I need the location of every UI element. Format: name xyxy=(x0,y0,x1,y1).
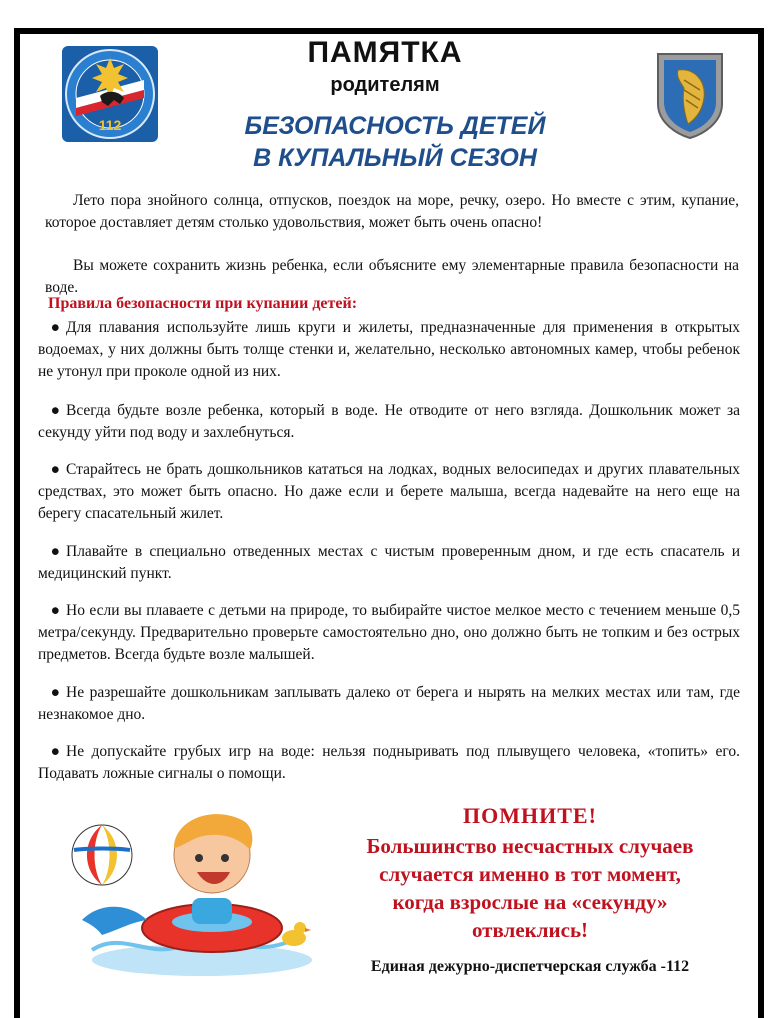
remember-line-1: Большинство несчастных случаев xyxy=(366,834,694,858)
rule-item xyxy=(38,317,740,383)
rule-item xyxy=(38,682,740,726)
bullet-icon: ● xyxy=(50,684,60,701)
intro-paragraph-1 xyxy=(45,190,739,233)
rule-item xyxy=(38,541,740,585)
remember-line-2: случается именно в тот момент, xyxy=(379,862,681,886)
topic-line-2: В КУПАЛЬНЫЙ СЕЗОН xyxy=(253,144,537,172)
rule-item xyxy=(38,459,740,525)
bullet-icon: ● xyxy=(50,543,60,560)
topic-line-1: БЕЗОПАСНОСТЬ ДЕТЕЙ xyxy=(244,112,546,140)
service-footer: Единая дежурно-диспетчерская служба -112 xyxy=(370,958,690,975)
bullet-icon: ● xyxy=(50,743,60,760)
intro-text-2: Вы можете сохранить жизнь ребенка, если объясните ему элементарные правила безопасности на воде. xyxy=(45,257,739,296)
rule-text: Плавайте в специально отведенных местах с чистым проверенным дном, и где есть спасатель и медицинский пункт. xyxy=(38,543,740,582)
top-margin xyxy=(0,0,768,28)
rule-item xyxy=(38,600,740,666)
rule-text: Всегда будьте возле ребенка, который в воде. Не отводите от него взгляда. Дошкольник может за секунду уйти под воду и захлебнуться. xyxy=(38,402,740,441)
bullet-icon: ● xyxy=(50,461,60,478)
rule-item xyxy=(38,400,740,444)
intro-text-1: Лето пора знойного солнца, отпусков, поездок на море, речку, озеро. Но вместе с этим, купание, которое доставляет детям столько удовольствия, может быть очень опасно! xyxy=(45,192,739,231)
bullet-icon: ● xyxy=(50,602,60,619)
intro-paragraph-2 xyxy=(45,255,739,298)
remember-line-3: когда взрослые на «секунду» xyxy=(392,890,668,914)
rule-item xyxy=(38,741,740,785)
rule-text: Старайтесь не брать дошкольников кататься на лодках, водных велосипедах и других плавательных средствах, это может быть опасно. Но даже если и берете малыша, всегда надевайте на него еще на берегу спасательный жилет. xyxy=(38,461,740,522)
leaflet-subtitle: родителям xyxy=(330,74,440,96)
rules-heading: Правила безопасности при купании детей: xyxy=(48,295,358,312)
rule-text: Но если вы плаваете с детьми на природе, то выбирайте чистое мелкое место с течением меньше 0,5 метра/секунду. Предварительно проверьте самостоятельно дно, оно должно быть не топким и без острых предметов. Всегда будьте возле малышей. xyxy=(38,602,740,663)
rule-text: Не допускайте грубых игр на воде: нельзя подныривать под плывущего человека, «топить» его. Подавать ложные сигналы о помощи. xyxy=(38,743,740,782)
rule-text: Не разрешайте дошкольникам заплывать далеко от берега и нырять на мелких местах или там, где незнакомое дно. xyxy=(38,684,740,723)
remember-line-4: отвлеклись! xyxy=(471,918,589,942)
bullet-icon: ● xyxy=(50,319,60,336)
bullet-icon: ● xyxy=(50,402,60,419)
service-112-emblem xyxy=(62,46,158,142)
rule-text: Для плавания используйте лишь круги и жилеты, предназначенные для применения в открытых водоемах, у них должны быть толще стенки и, желательно, несколько автономных камер, чтобы ребенок не утонул при проколе одной из них. xyxy=(38,319,740,380)
leaflet-title: ПАМЯТКА xyxy=(307,36,463,69)
emblem-number: 112 xyxy=(98,117,122,133)
town-crest-emblem xyxy=(654,50,726,140)
remember-heading: ПОМНИТЕ! xyxy=(463,803,597,828)
child-swim-ring-illustration xyxy=(62,800,312,980)
